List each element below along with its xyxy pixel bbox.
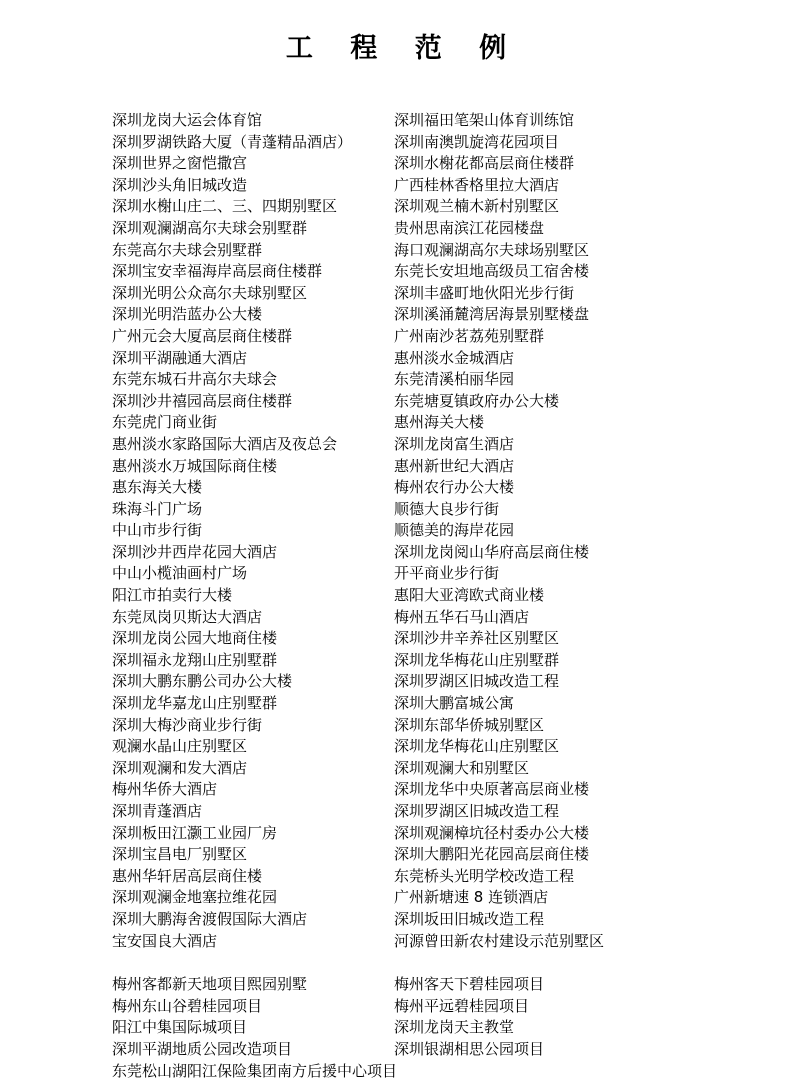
project-row [112,304,752,326]
project-name: 中山市步行街 [112,521,203,540]
project-row [112,844,752,866]
project-name: 深圳龙华中央原著高层商业楼 [394,780,590,799]
project-name: 东莞虎门商业街 [112,413,218,432]
project-name: 深圳观澜大和别墅区 [394,758,530,777]
project-row [112,758,752,780]
project-row [112,412,752,434]
project-name: 深圳龙岗富生酒店 [394,434,515,453]
project-row [112,175,752,197]
project-name: 深圳大鹏富城公寓 [394,694,515,713]
project-name: 惠州淡水万城国际商住楼 [112,456,278,475]
project-row [112,931,752,953]
project-name: 深圳大鹏海舍渡假国际大酒店 [112,909,308,928]
project-name: 梅州客天下碧桂园项目 [394,975,545,994]
project-name: 深圳龙岗天主教堂 [394,1018,515,1037]
project-name: 深圳观澜樟坑径村委办公大楼 [394,823,590,842]
project-row [112,974,752,996]
project-row [112,996,752,1018]
project-name: 河源曾田新农村建设示范别墅区 [394,931,605,950]
project-row [112,628,752,650]
project-name: 珠海斗门广场 [112,499,203,518]
project-name: 广州南沙茗荔苑别墅群 [394,326,545,345]
project-name: 东莞东城石井高尔夫球会 [112,370,278,389]
project-name: 东莞松山湖阳江保险集团南方后援中心项目 [112,1061,398,1080]
project-row [112,607,752,629]
project-name: 开平商业步行街 [394,564,500,583]
project-row [112,477,752,499]
project-row [112,261,752,283]
project-name: 深圳大梅沙商业步行街 [112,715,263,734]
project-row [112,887,752,909]
project-name: 深圳南澳凯旋湾花园项目 [394,132,560,151]
project-name: 贵州思南滨江花园楼盘 [394,218,545,237]
project-row [112,369,752,391]
project-name: 深圳丰盛町地伙阳光步行街 [394,283,575,302]
project-name: 深圳东部华侨城别墅区 [394,715,545,734]
project-name: 深圳溪涌麓湾居海景别墅楼盘 [394,305,590,324]
project-name: 中山小榄油画村广场 [112,564,248,583]
project-row [112,499,752,521]
project-name: 惠州华轩居高层商住楼 [112,866,263,885]
project-name: 观澜水晶山庄别墅区 [112,737,248,756]
project-row [112,801,752,823]
project-name: 深圳青蓬酒店 [112,802,203,820]
project-row [112,1017,752,1039]
project-name: 深圳罗湖铁路大厦（青蓬精品酒店） [112,132,353,151]
project-name: 阳江市拍卖行大楼 [112,586,233,605]
project-name: 梅州五华石马山酒店 [394,607,530,626]
project-name: 惠东海关大楼 [112,478,203,497]
project-name: 广州元会大厦高层商住楼群 [112,326,293,345]
project-name: 深圳水榭花都高层商住楼群 [394,154,575,173]
project-row [112,909,752,931]
project-row [112,1039,752,1061]
project-name: 东莞塘夏镇政府办公大楼 [394,391,560,410]
project-name: 深圳光明浩蓝办公大楼 [112,305,263,324]
project-name: 深圳龙岗公园大地商住楼 [112,629,278,648]
project-name: 梅州平远碧桂园项目 [394,996,530,1015]
project-row [112,456,752,478]
project-name: 深圳平湖融通大酒店 [112,348,248,367]
project-row [112,650,752,672]
project-row [112,736,752,758]
project-row [112,283,752,305]
project-name: 深圳沙头角旧城改造 [112,175,248,194]
project-row [112,1061,752,1082]
section-divider [112,952,752,974]
project-name: 深圳龙华嘉龙山庄别墅群 [112,694,278,713]
project-name: 深圳观澜湖高尔夫球会别墅群 [112,218,308,237]
project-name: 深圳水榭山庄二、三、四期别墅区 [112,197,338,216]
page-title: 工 程 范 例 [285,33,521,64]
project-name: 深圳沙井西岸花园大酒店 [112,542,278,561]
project-list [0,110,792,1082]
project-name: 深圳福永龙翔山庄别墅群 [112,650,278,669]
project-row [112,196,752,218]
project-name: 深圳罗湖区旧城改造工程 [394,672,560,691]
project-name: 宝安国良大酒店 [112,931,218,950]
project-name: 深圳观兰楠木新村别墅区 [394,197,560,216]
project-row [112,132,752,154]
project-name: 海口观澜湖高尔夫球场别墅区 [394,240,590,259]
project-name: 阳江中集国际城项目 [112,1018,248,1037]
project-row [112,520,752,542]
project-row [112,326,752,348]
project-row [112,866,752,888]
project-name: 深圳龙岗阅山华府高层商住楼 [394,542,590,561]
project-name: 东莞清溪柏丽华园 [394,370,515,389]
project-name: 东莞高尔夫球会别墅群 [112,240,263,259]
project-name: 东莞凤岗贝斯达大酒店 [112,607,263,626]
project-name: 深圳大鹏阳光花园高层商住楼 [394,845,590,864]
project-name: 广西桂林香格里拉大酒店 [394,175,560,194]
project-name: 惠州海关大楼 [394,413,485,432]
project-row [112,153,752,175]
project-name: 深圳宝昌电厂别墅区 [112,845,248,864]
project-row [112,715,752,737]
project-name: 东莞长安坦地高级员工宿舍楼 [394,262,590,281]
project-name: 梅州华侨大酒店 [112,780,218,799]
project-name: 深圳福田笔架山体育训练馆 [394,111,575,129]
project-row [112,563,752,585]
project-name: 深圳宝安幸福海岸高层商住楼群 [112,262,323,281]
project-name: 深圳龙岗大运会体育馆 [112,111,263,129]
project-row [112,823,752,845]
project-name: 深圳龙华梅花山庄别墅区 [394,737,560,756]
project-name: 深圳平湖地质公园改造项目 [112,1039,293,1058]
project-row [112,391,752,413]
project-name: 深圳大鹏东鹏公司办公大楼 [112,672,293,691]
project-name: 顺德美的海岸花园 [394,521,515,540]
project-row [112,779,752,801]
project-row [112,434,752,456]
project-name: 梅州客都新天地项目熙园别墅 [112,975,308,994]
project-row [112,240,752,262]
project-row [112,585,752,607]
project-name: 惠州淡水家路国际大酒店及夜总会 [112,434,338,453]
project-name: 深圳龙华梅花山庄别墅群 [394,650,560,669]
project-name: 惠州新世纪大酒店 [394,456,515,475]
project-name: 深圳沙井禧园高层商住楼群 [112,391,293,410]
project-row [112,348,752,370]
project-name: 深圳罗湖区旧城改造工程 [394,802,560,820]
project-name: 惠州淡水金城酒店 [394,348,515,367]
project-name: 顺德大良步行街 [394,499,500,518]
project-row [112,693,752,715]
project-name: 惠阳大亚湾欧式商业楼 [394,586,545,605]
project-name: 广州新塘速 8 连锁酒店 [394,888,549,907]
project-name: 深圳沙井辛养社区别墅区 [394,629,560,648]
project-name: 深圳银湖相思公园项目 [394,1039,545,1058]
project-name: 深圳坂田旧城改造工程 [394,909,545,928]
project-name: 深圳板田江灏工业园厂房 [112,823,278,842]
project-name: 深圳光明公众高尔夫球别墅区 [112,283,308,302]
project-name: 深圳观澜和发大酒店 [112,758,248,777]
project-name: 深圳世界之窗恺撒宫 [112,154,248,173]
project-name: 东莞桥头光明学校改造工程 [394,866,575,885]
project-row [112,542,752,564]
project-row [112,671,752,693]
project-rows-tail [112,974,752,1082]
project-name: 梅州东山谷碧桂园项目 [112,996,263,1015]
project-row [112,218,752,240]
project-rows-main [112,110,752,952]
project-row [112,110,752,132]
project-name: 梅州农行办公大楼 [394,478,515,497]
project-name: 深圳观澜金地塞拉维花园 [112,888,278,907]
